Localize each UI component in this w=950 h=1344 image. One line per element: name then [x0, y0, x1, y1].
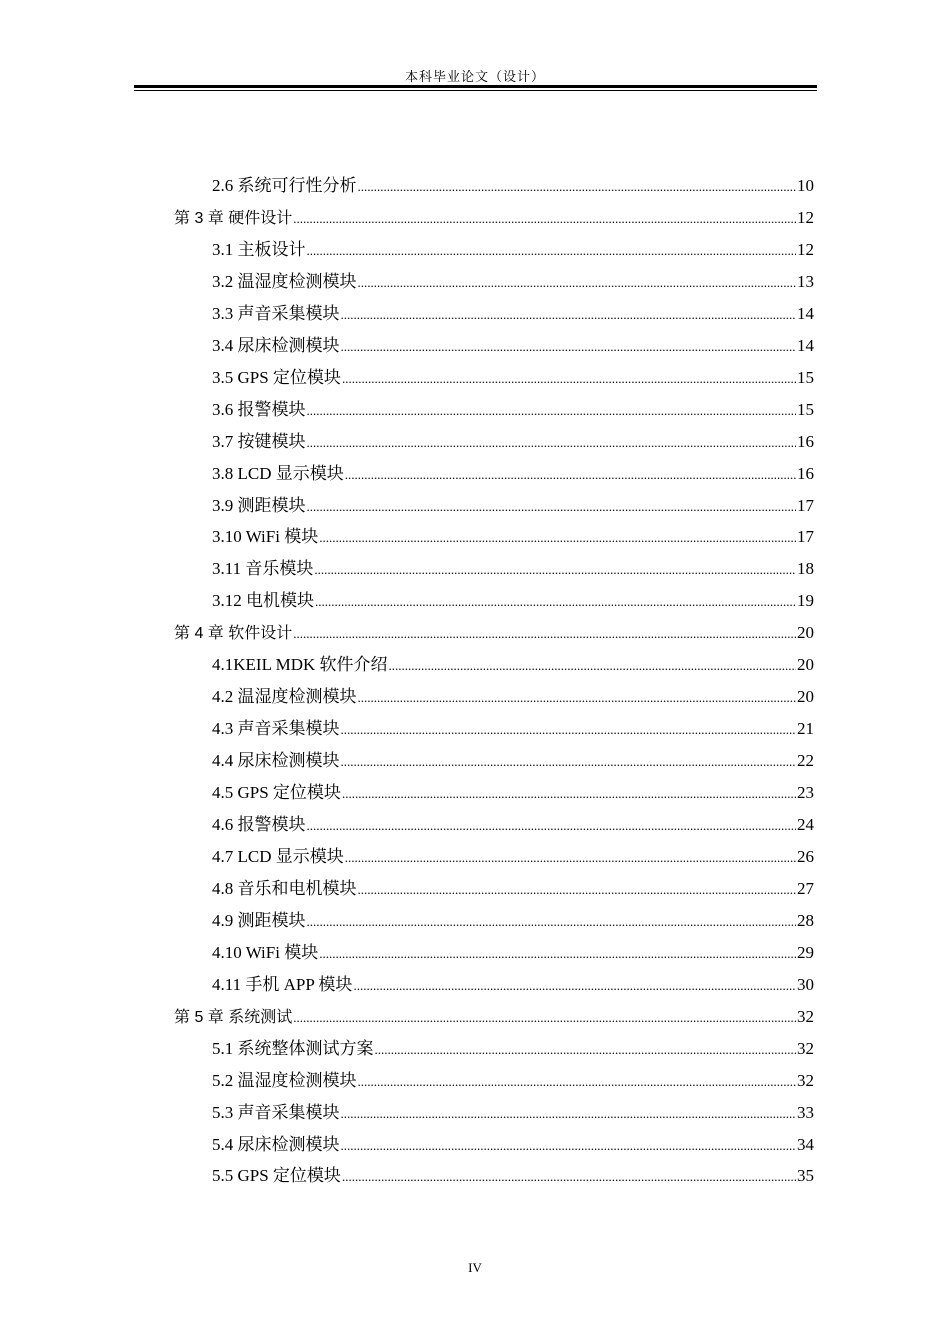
toc-entry-label: 3.11 音乐模块 [212, 559, 314, 579]
toc-entry-label: 5.4 尿床检测模块 [212, 1134, 340, 1154]
toc-section-entry[interactable] [212, 937, 814, 969]
toc-entry-page-number: 27 [797, 878, 814, 898]
toc-dot-leader [319, 938, 796, 970]
toc-section-entry[interactable] [212, 170, 814, 202]
toc-dot-leader [375, 1034, 797, 1066]
toc-entry-page-number: 18 [797, 559, 814, 579]
toc-dot-leader [389, 650, 797, 682]
toc-entry-page-number: 12 [797, 207, 814, 227]
toc-dot-leader [307, 235, 797, 267]
toc-entry-page-number: 26 [797, 846, 814, 866]
toc-entry-page-number: 13 [797, 271, 814, 291]
toc-section-entry[interactable] [212, 585, 814, 617]
toc-dot-leader [341, 331, 797, 363]
toc-section-entry[interactable] [212, 1160, 814, 1192]
toc-entry-page-number: 20 [797, 655, 814, 675]
toc-entry-label: 3.6 报警模块 [212, 399, 306, 419]
toc-entry-page-number: 32 [797, 1006, 814, 1026]
toc-section-entry[interactable] [212, 234, 814, 266]
toc-entry-label: 5.3 声音采集模块 [212, 1102, 340, 1122]
toc-entry-label: 4.8 音乐和电机模块 [212, 878, 357, 898]
toc-section-entry[interactable] [212, 553, 814, 585]
toc-dot-leader [307, 810, 797, 842]
toc-entry-page-number: 32 [797, 1070, 814, 1090]
toc-section-entry[interactable] [212, 362, 814, 394]
toc-entry-label: 2.6 系统可行性分析 [212, 176, 357, 195]
toc-entry-label: 4.4 尿床检测模块 [212, 751, 340, 771]
toc-dot-leader [342, 363, 796, 395]
toc-entry-page-number: 14 [797, 335, 814, 355]
toc-entry-page-number: 15 [797, 367, 814, 387]
toc-section-entry[interactable] [212, 841, 814, 873]
header-rule-thin [134, 90, 817, 91]
toc-entry-label: 3.3 声音采集模块 [212, 303, 340, 323]
toc-dot-leader [353, 970, 796, 1002]
toc-section-entry[interactable] [212, 1065, 814, 1097]
toc-entry-page-number: 29 [797, 942, 814, 962]
toc-section-entry[interactable] [212, 745, 814, 777]
toc-entry-page-number: 15 [797, 399, 814, 419]
toc-section-entry[interactable] [212, 969, 814, 1001]
toc-dot-leader [314, 554, 796, 586]
toc-entry-page-number: 17 [797, 495, 814, 515]
toc-dot-leader [293, 618, 796, 650]
toc-dot-leader [307, 395, 797, 427]
toc-dot-leader [358, 874, 797, 906]
toc-section-entry[interactable] [212, 298, 814, 330]
toc-entry-page-number: 28 [797, 910, 814, 930]
toc-dot-leader [342, 1161, 796, 1193]
toc-section-entry[interactable] [212, 713, 814, 745]
toc-section-entry[interactable] [212, 490, 814, 522]
toc-section-entry[interactable] [212, 266, 814, 298]
toc-entry-label: 5.2 温湿度检测模块 [212, 1070, 357, 1090]
toc-dot-leader [358, 1066, 797, 1098]
toc-dot-leader [319, 522, 796, 554]
toc-entry-page-number: 35 [797, 1166, 814, 1186]
toc-entry-label: 第 3 章 硬件设计 [174, 209, 293, 227]
toc-entry-page-number: 20 [797, 687, 814, 707]
toc-dot-leader [342, 778, 796, 810]
toc-entry-label: 3.7 按键模块 [212, 431, 306, 451]
toc-section-entry[interactable] [212, 1097, 814, 1129]
toc-entry-label: 3.12 电机模块 [212, 591, 314, 611]
toc-dot-leader [345, 459, 796, 491]
toc-section-entry[interactable] [212, 426, 814, 458]
toc-section-entry[interactable] [212, 681, 814, 713]
toc-section-entry[interactable] [212, 873, 814, 905]
toc-entry-label: 4.10 WiFi 模块 [212, 942, 319, 962]
toc-entry-page-number: 33 [797, 1102, 814, 1122]
toc-dot-leader [345, 842, 796, 874]
toc-entry-page-number: 10 [797, 176, 814, 195]
toc-entry-label: 3.9 测距模块 [212, 495, 306, 515]
running-header-title: 本科毕业论文（设计） [404, 69, 545, 84]
toc-entry-label: 4.5 GPS 定位模块 [212, 783, 341, 803]
toc-entry-label: 4.9 测距模块 [212, 910, 306, 930]
toc-entry-label: 4.1KEIL MDK 软件介绍 [212, 655, 388, 675]
toc-entry-page-number: 24 [797, 815, 814, 834]
toc-dot-leader [293, 203, 796, 235]
toc-entry-page-number: 32 [797, 1038, 814, 1058]
toc-chapter-entry[interactable] [174, 202, 814, 234]
toc-entry-label: 4.7 LCD 显示模块 [212, 846, 344, 866]
toc-dot-leader [341, 714, 797, 746]
toc-section-entry[interactable] [212, 809, 814, 841]
toc-dot-leader [307, 427, 797, 459]
toc-entry-page-number: 20 [797, 623, 814, 643]
toc-dot-leader [293, 1002, 796, 1034]
toc-entry-page-number: 16 [797, 431, 814, 451]
toc-entry-label: 3.1 主板设计 [212, 239, 306, 259]
toc-entry-page-number: 16 [797, 463, 814, 483]
toc-entry-page-number: 17 [797, 527, 814, 547]
toc-section-entry[interactable] [212, 458, 814, 490]
toc-chapter-entry[interactable] [174, 617, 814, 649]
toc-entry-page-number: 30 [797, 974, 814, 994]
toc-section-entry[interactable] [212, 777, 814, 809]
toc-entry-label: 4.6 报警模块 [212, 815, 306, 834]
toc-dot-leader [341, 1130, 797, 1162]
toc-section-entry[interactable] [212, 1033, 814, 1065]
toc-entry-page-number: 12 [797, 239, 814, 259]
toc-entry-label: 4.2 温湿度检测模块 [212, 687, 357, 707]
toc-entry-page-number: 23 [797, 783, 814, 803]
toc-chapter-entry[interactable] [174, 1001, 814, 1033]
toc-section-entry[interactable] [212, 649, 814, 681]
toc-dot-leader [358, 682, 797, 714]
toc-section-entry[interactable] [212, 521, 814, 553]
toc-entry-label: 5.1 系统整体测试方案 [212, 1038, 374, 1058]
toc-entry-label: 5.5 GPS 定位模块 [212, 1166, 341, 1186]
toc-section-entry[interactable] [212, 905, 814, 937]
toc-section-entry[interactable] [212, 1129, 814, 1161]
toc-entry-page-number: 21 [797, 719, 814, 739]
toc-entry-label: 3.5 GPS 定位模块 [212, 367, 341, 387]
toc-entry-page-number: 19 [797, 591, 814, 611]
toc-dot-leader [341, 1098, 797, 1130]
toc-entry-page-number: 14 [797, 303, 814, 323]
toc-section-entry[interactable] [212, 330, 814, 362]
toc-entry-label: 3.2 温湿度检测模块 [212, 271, 357, 291]
toc-dot-leader [341, 746, 797, 778]
toc-entry-label: 3.10 WiFi 模块 [212, 527, 319, 547]
toc-entry-label: 3.8 LCD 显示模块 [212, 463, 344, 483]
toc-dot-leader [307, 906, 797, 938]
toc-entry-label: 4.11 手机 APP 模块 [212, 974, 353, 994]
toc-entry-label: 3.4 尿床检测模块 [212, 335, 340, 355]
toc-dot-leader [358, 171, 797, 203]
toc-entry-label: 4.3 声音采集模块 [212, 719, 340, 739]
toc-entry-label: 第 4 章 软件设计 [174, 625, 293, 643]
toc-entry-label: 第 5 章 系统测试 [174, 1008, 293, 1026]
toc-entry-page-number: 22 [797, 751, 814, 771]
toc-entry-page-number: 34 [797, 1134, 814, 1154]
header-rule [134, 85, 817, 88]
toc-dot-leader [341, 299, 797, 331]
toc-section-entry[interactable] [212, 394, 814, 426]
page-number: IV [468, 1260, 482, 1275]
toc-dot-leader [358, 267, 797, 299]
toc-dot-leader [315, 586, 796, 618]
toc-dot-leader [307, 491, 797, 523]
